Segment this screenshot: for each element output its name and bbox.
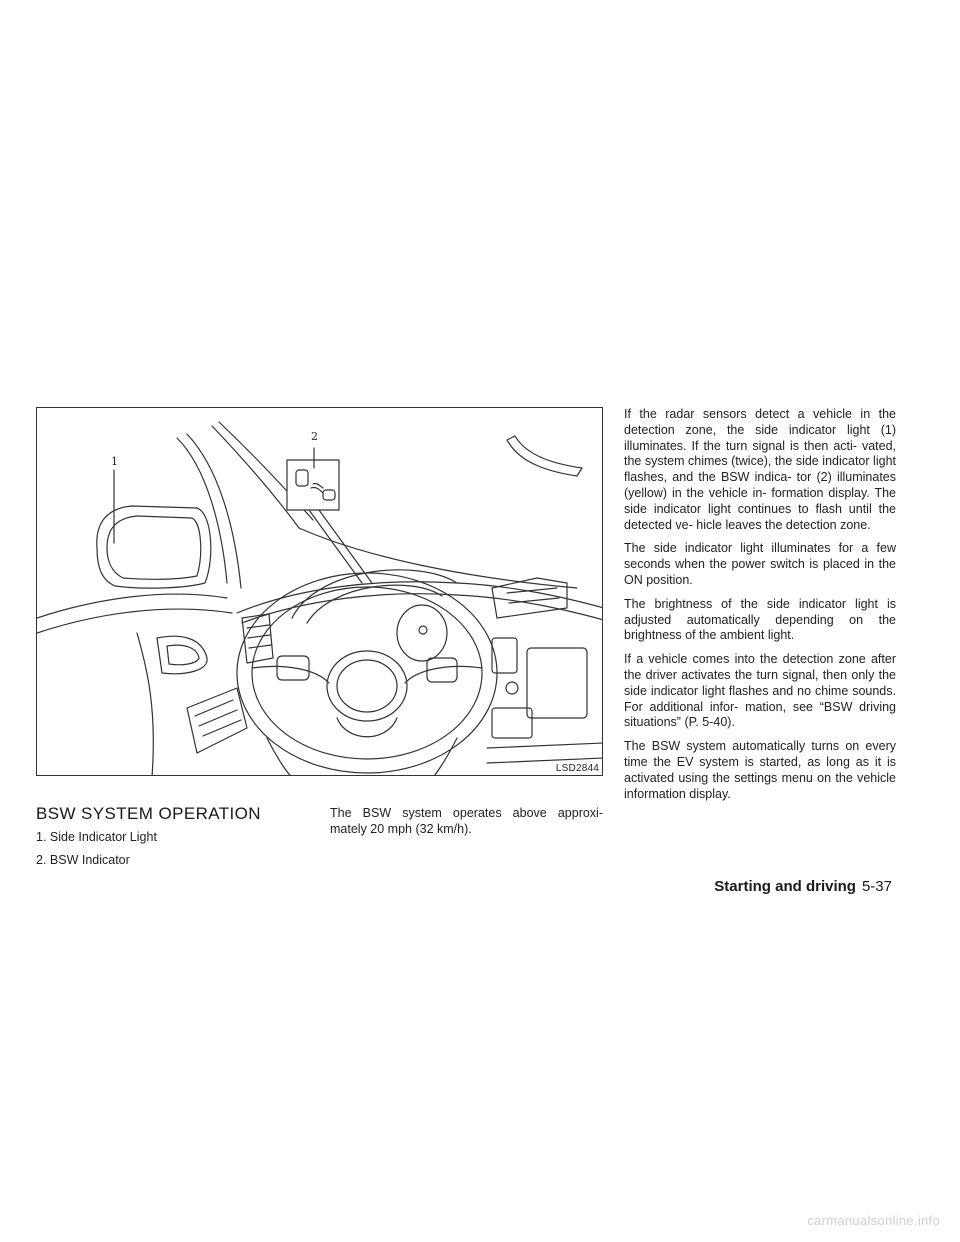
watermark: carmanualsonline.info	[807, 1213, 940, 1228]
legend-item-bsw-indicator: 2. BSW Indicator	[36, 853, 130, 867]
paragraph-turn-signal: If a vehicle comes into the detection zone after the driver activates the turn signal, then only the side indicator light flashes and no chime sounds. For additional infor- mation, see “BSW driving situations” (P. 5-40).	[624, 652, 896, 730]
paragraph-auto-on: The BSW system automatically turns on every time the EV system is started, as long as it is activated using the settings menu on the vehicle information display.	[624, 739, 896, 801]
callout-1-label: 1	[111, 455, 118, 468]
page-number: 5-37	[861, 878, 892, 895]
figure-code: LSD2844	[555, 763, 599, 774]
dashboard-line-drawing	[37, 408, 603, 776]
section-title: BSW SYSTEM OPERATION	[36, 804, 261, 823]
illustration-dashboard	[36, 407, 603, 776]
right-column	[624, 407, 896, 810]
body-text-speed: The BSW system operates above approxi- mately 20 mph (32 km/h).	[330, 806, 603, 836]
footer-section-name: Starting and driving	[714, 878, 856, 895]
legend-item-side-indicator: 1. Side Indicator Light	[36, 830, 157, 844]
paragraph-brightness: The brightness of the side indicator light is adjusted automatically depending on the brightness of the ambient light.	[624, 596, 896, 643]
paragraph-detection: If the radar sensors detect a vehicle in the detection zone, the side indicator light (1) illuminates. If the turn signal is then acti- vated, the system chimes (twice), the side indicator light flashes, and the BSW indica- tor (2) illuminates (yellow) in the vehicle in- formation display. The side indicator light continues to flash until the detected ve- hicle leaves the detection zone.	[624, 407, 896, 532]
paragraph-power-on: The side indicator light illuminates for a few seconds when the power switch is placed in the ON position.	[624, 541, 896, 587]
page-footer	[714, 878, 892, 895]
callout-2-label: 2	[311, 430, 318, 443]
